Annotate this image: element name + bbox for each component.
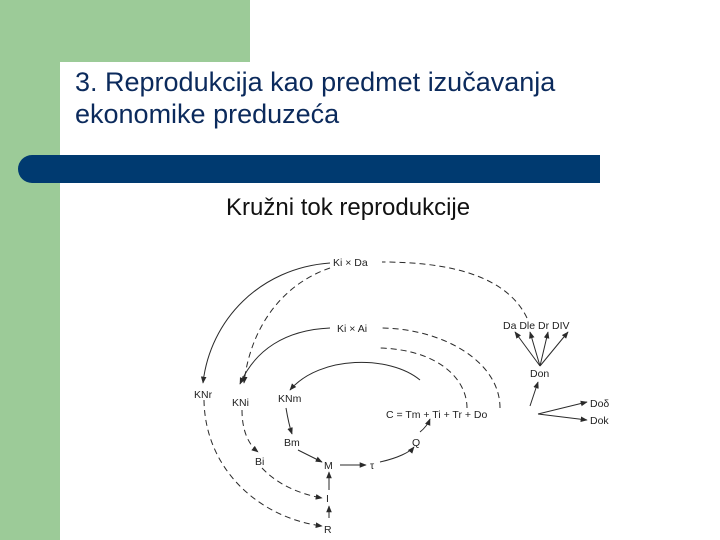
- flow-to-knm: [290, 362, 420, 390]
- slide-title-line-2: ekonomike preduzeća: [75, 99, 340, 129]
- flow-outer-dashed-top: [382, 262, 527, 318]
- node-m: M: [324, 460, 333, 472]
- flow-trdo-to-don: [530, 382, 538, 406]
- node-equation: C = Tm + Ti + Tr + Do: [386, 409, 488, 421]
- flow-bm-to-m: [298, 450, 322, 462]
- flow-don-to-da: [515, 332, 540, 366]
- flow-ki-da-to-kni: [244, 268, 330, 383]
- node-don: Don: [530, 368, 550, 380]
- node-i: I: [326, 493, 329, 505]
- flow-ki-da-to-knr: [203, 263, 330, 383]
- node-knr: KNr: [194, 389, 213, 401]
- flow-knm-to-bm: [286, 408, 292, 434]
- flow-tau-to-q: [380, 447, 414, 462]
- flow-inner-dashed: [380, 348, 467, 408]
- node-kni: KNi: [232, 397, 249, 409]
- node-bm: Bm: [284, 437, 300, 449]
- flow-kni-to-bi: [242, 410, 258, 452]
- node-tau: τ: [370, 460, 375, 472]
- node-bi: Bi: [255, 456, 265, 468]
- node-q: Q: [412, 437, 421, 449]
- flow-bi-to-i: [262, 468, 322, 498]
- slide-title-line-1: 3. Reprodukcija kao predmet izučavanja: [75, 67, 556, 97]
- slide-subtitle: Kružni tok reprodukcije: [226, 194, 471, 221]
- flow-to-do-delta: [538, 402, 587, 414]
- node-ki-da: Ki × Da: [333, 257, 368, 269]
- node-ki-ai: Ki × Ai: [337, 323, 368, 335]
- node-do-delta: Doδ: [590, 398, 610, 410]
- flow-ki-ai-to-kni: [240, 328, 330, 384]
- node-knm: KNm: [278, 393, 302, 405]
- node-da-group: Da Dle Dr DIV: [503, 320, 570, 332]
- node-r: R: [324, 524, 332, 536]
- flow-don-to-dle: [530, 332, 540, 366]
- node-dok: Dok: [590, 415, 609, 427]
- flow-to-dok: [538, 414, 587, 420]
